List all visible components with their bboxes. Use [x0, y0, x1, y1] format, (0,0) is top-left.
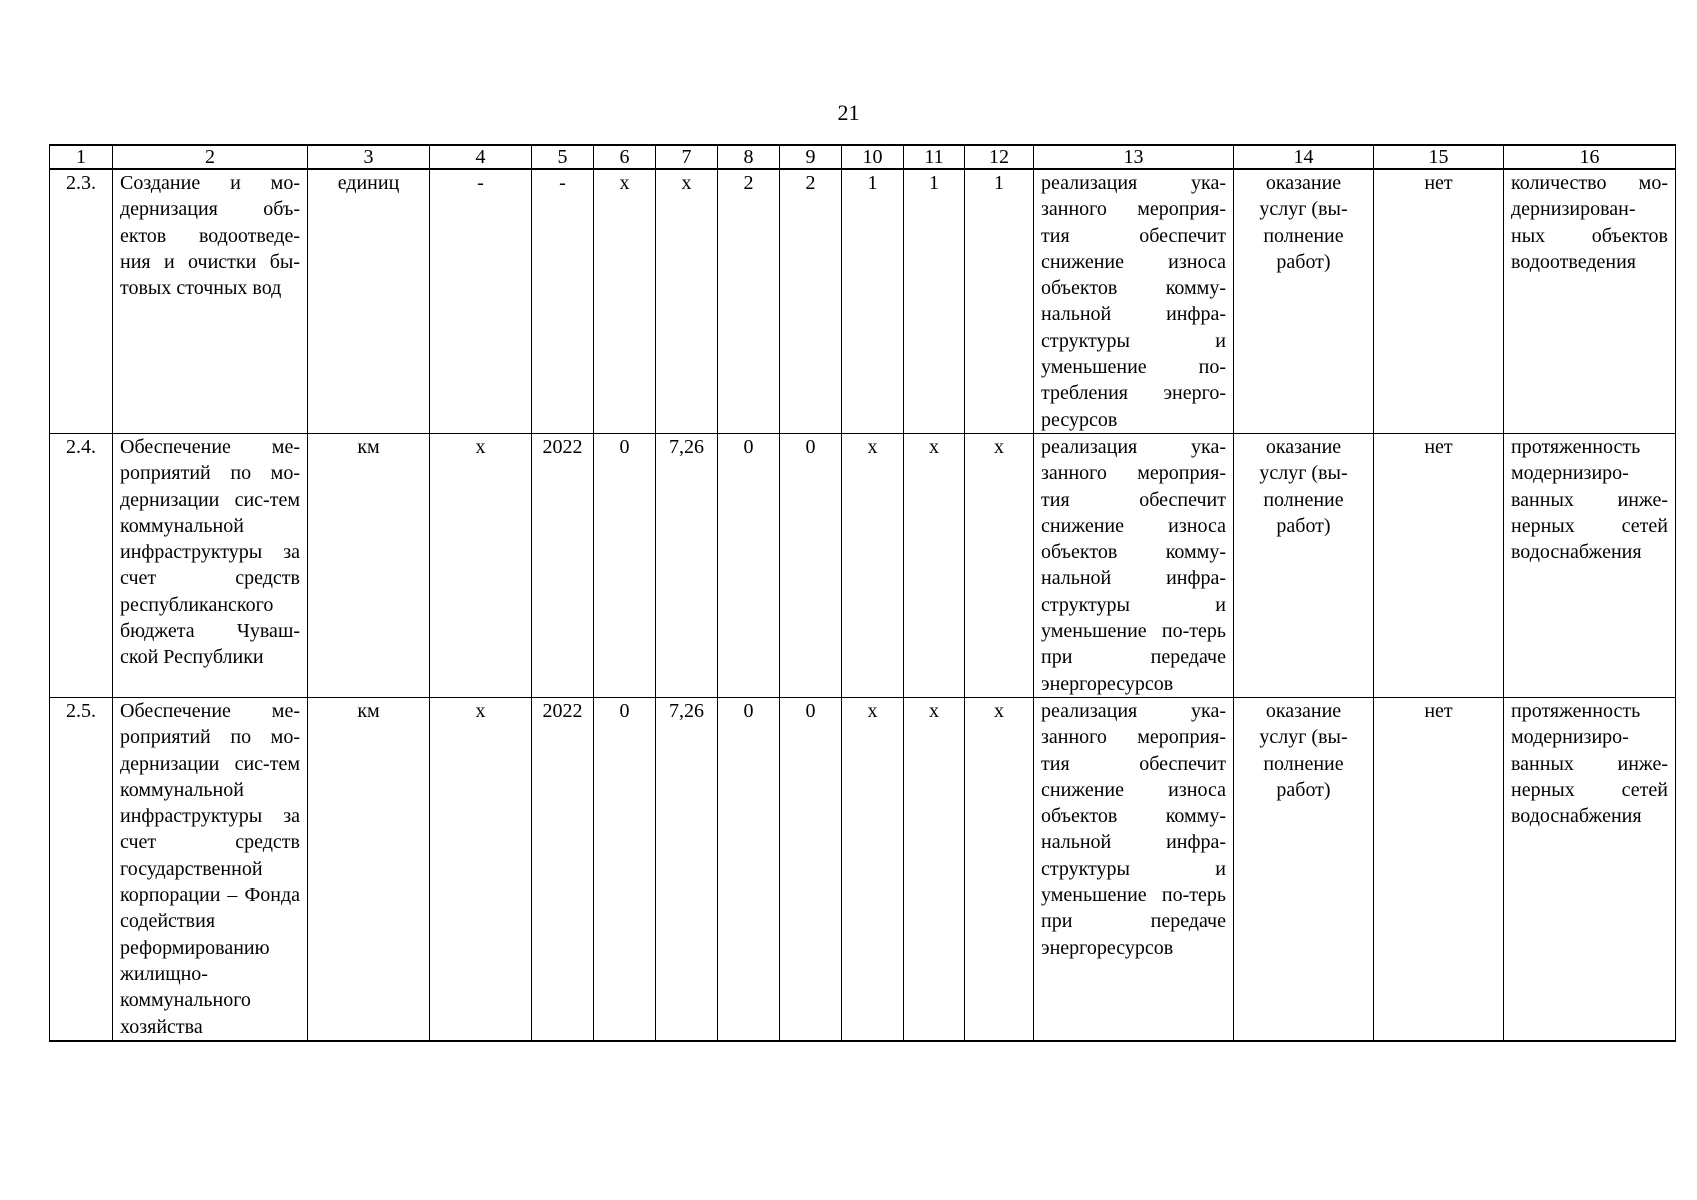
- cell-15: нет: [1374, 169, 1504, 433]
- cell-16: протяженность модернизиро-ванных инже-нерных сетей водоснабжения: [1504, 433, 1676, 697]
- cell-8: 0: [718, 433, 780, 697]
- cell-9: 0: [780, 697, 842, 1041]
- column-header: 10: [842, 145, 904, 169]
- measure-name: Обеспечение ме-роприятий по мо-дернизации сис-тем коммунальной инфраструктуры за счет средств республиканского бюджета Чуваш-ской Республики: [113, 433, 308, 697]
- cell-8: 0: [718, 697, 780, 1041]
- measures-table: [49, 144, 1676, 1042]
- column-header: 5: [532, 145, 594, 169]
- page-number: 21: [837, 100, 860, 125]
- column-header: 11: [904, 145, 965, 169]
- column-numbers-row: [50, 145, 1676, 169]
- column-header: 7: [656, 145, 718, 169]
- cell-7: 7,26: [656, 697, 718, 1041]
- cell-14: оказание услуг (вы-полнение работ): [1234, 697, 1374, 1041]
- cell-10: х: [842, 433, 904, 697]
- cell-10: 1: [842, 169, 904, 433]
- item-number: 2.3.: [50, 169, 113, 433]
- column-header: 6: [594, 145, 656, 169]
- cell-7: 7,26: [656, 433, 718, 697]
- cell-5: 2022: [532, 433, 594, 697]
- cell-12: 1: [965, 169, 1034, 433]
- cell-11: х: [904, 697, 965, 1041]
- cell-10: х: [842, 697, 904, 1041]
- cell-11: х: [904, 433, 965, 697]
- item-number: 2.5.: [50, 697, 113, 1041]
- cell-14: оказание услуг (вы-полнение работ): [1234, 433, 1374, 697]
- column-header: 3: [308, 145, 430, 169]
- cell-6: х: [594, 169, 656, 433]
- cell-9: 2: [780, 169, 842, 433]
- measure-name: Обеспечение ме-роприятий по мо-дернизации сис-тем коммунальной инфраструктуры за счет средств государственной корпорации – Фонда содействия реформированию жилищно-коммунального хозяйства: [113, 697, 308, 1041]
- unit: км: [308, 433, 430, 697]
- cell-4: х: [430, 697, 532, 1041]
- column-header: 9: [780, 145, 842, 169]
- column-header: 16: [1504, 145, 1676, 169]
- column-header: 8: [718, 145, 780, 169]
- column-header: 13: [1034, 145, 1234, 169]
- cell-8: 2: [718, 169, 780, 433]
- cell-15: нет: [1374, 433, 1504, 697]
- cell-7: х: [656, 169, 718, 433]
- cell-4: х: [430, 433, 532, 697]
- cell-5: -: [532, 169, 594, 433]
- cell-16: протяженность модернизиро-ванных инже-нерных сетей водоснабжения: [1504, 697, 1676, 1041]
- table-row: [50, 169, 1676, 433]
- cell-14: оказание услуг (вы-полнение работ): [1234, 169, 1374, 433]
- expected-effect: реализация ука-занного мероприя-тия обеспечит снижение износа объектов комму-нальной инфра-структуры и уменьшение по-терь при передаче энергоресурсов: [1034, 697, 1234, 1041]
- cell-16: количество мо-дернизирован-ных объектов водоотведения: [1504, 169, 1676, 433]
- column-header: 2: [113, 145, 308, 169]
- table-row: [50, 697, 1676, 1041]
- cell-9: 0: [780, 433, 842, 697]
- measure-name: Создание и мо-дернизация объ-ектов водоотведе-ния и очистки бы-товых сточных вод: [113, 169, 308, 433]
- cell-4: -: [430, 169, 532, 433]
- cell-12: х: [965, 433, 1034, 697]
- cell-12: х: [965, 697, 1034, 1041]
- table-row: [50, 433, 1676, 697]
- item-number: 2.4.: [50, 433, 113, 697]
- cell-15: нет: [1374, 697, 1504, 1041]
- cell-6: 0: [594, 433, 656, 697]
- column-header: 1: [50, 145, 113, 169]
- expected-effect: реализация ука-занного мероприя-тия обеспечит снижение износа объектов комму-нальной инфра-структуры и уменьшение по-терь при передаче энергоресурсов: [1034, 433, 1234, 697]
- cell-11: 1: [904, 169, 965, 433]
- column-header: 4: [430, 145, 532, 169]
- column-header: 15: [1374, 145, 1504, 169]
- unit: км: [308, 697, 430, 1041]
- column-header: 14: [1234, 145, 1374, 169]
- cell-6: 0: [594, 697, 656, 1041]
- cell-5: 2022: [532, 697, 594, 1041]
- column-header: 12: [965, 145, 1034, 169]
- expected-effect: реализация ука-занного мероприя-тия обеспечит снижение износа объектов комму-нальной инфра-структуры и уменьшение по-требления энерго-ресурсов: [1034, 169, 1234, 433]
- unit: единиц: [308, 169, 430, 433]
